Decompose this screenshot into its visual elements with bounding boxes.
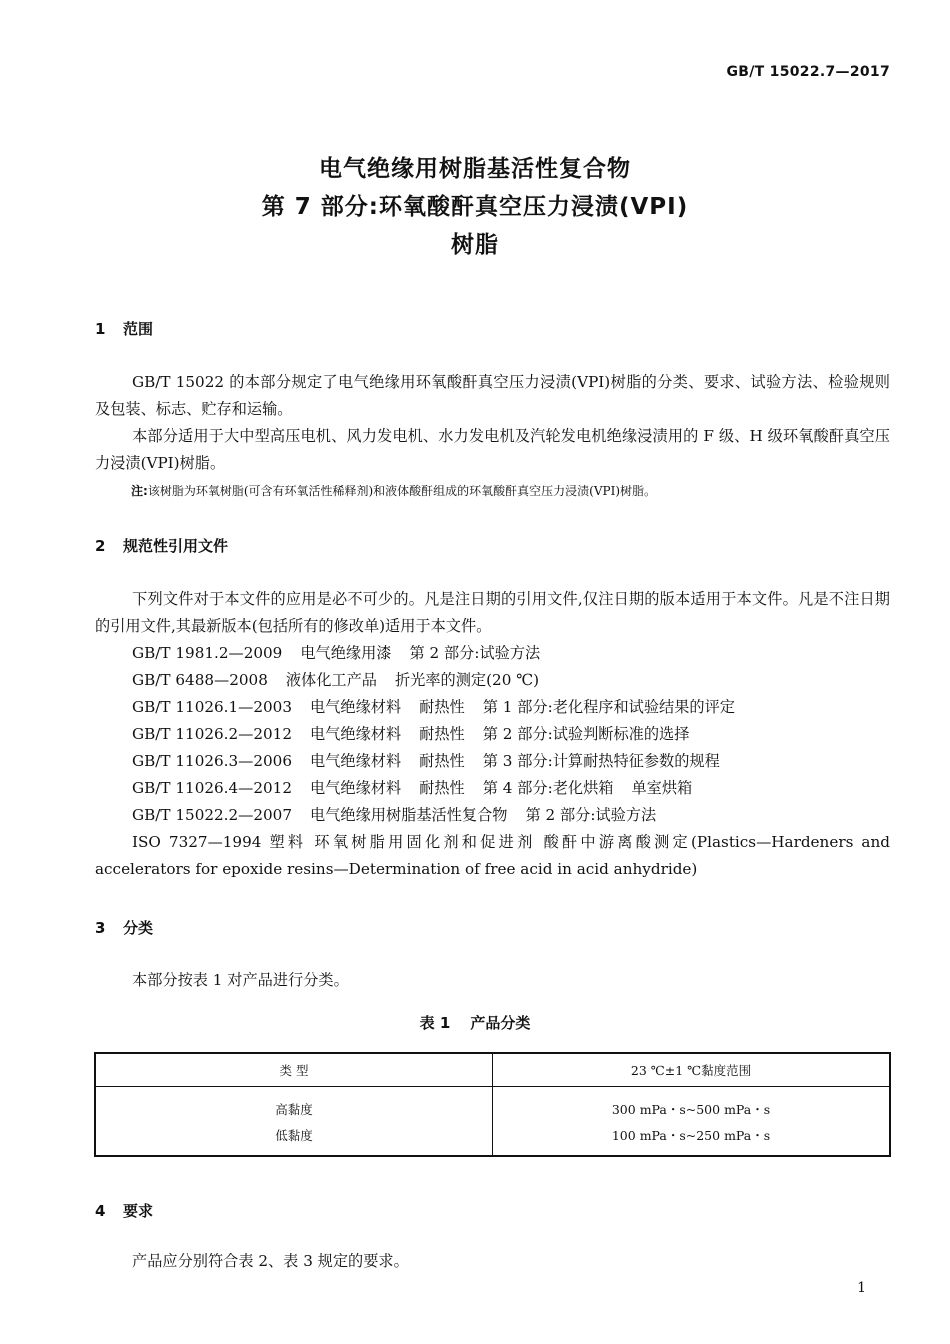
ref-subtitle: 耐热性 <box>419 698 465 716</box>
standard-code: GB/T 15022.7—2017 <box>726 64 890 80</box>
ref-part: 第 2 部分:试验方法 <box>409 644 541 662</box>
ref-part: 第 2 部分:试验判断标准的选择 <box>482 725 690 743</box>
table-caption-title: 产品分类 <box>470 1014 531 1032</box>
table-header-row <box>95 1053 890 1087</box>
ref-code: GB/T 15022.2—2007 <box>132 806 293 824</box>
section-title: 分类 <box>123 919 154 937</box>
table-row <box>95 1122 890 1156</box>
ref-code: GB/T 1981.2—2009 <box>132 644 283 662</box>
ref-part: 折光率的测定(20 ℃) <box>394 671 540 689</box>
ref-code: GB/T 6488—2008 <box>132 671 268 689</box>
paragraph-text: GB/T 15022 的本部分规定了电气绝缘用环氧酸酐真空压力浸渍(VPI)树脂的分类、要求、试验方法、检验规则及包装、标志、贮存和运输。 <box>95 373 890 418</box>
section-number: 2 <box>95 537 106 555</box>
section-3-heading <box>95 917 153 938</box>
section-2-heading <box>95 535 228 556</box>
section-4-heading <box>95 1200 153 1221</box>
reference-item <box>95 775 890 802</box>
paragraph-text: 本部分按表 1 对产品进行分类。 <box>132 971 349 989</box>
paragraph-text: 本部分适用于大中型高压电机、风力发电机、水力发电机及汽轮发电机绝缘浸渍用的 F 级、H 级环氧酸酐真空压力浸渍(VPI)树脂。 <box>95 427 890 472</box>
ref-code: GB/T 11026.1—2003 <box>132 698 293 716</box>
ref-subtitle: 耐热性 <box>419 752 465 770</box>
classification-table <box>94 1052 891 1157</box>
table-cell: 低黏度 <box>95 1122 493 1156</box>
title-line-1: 电气绝缘用树脂基活性复合物 <box>319 156 631 182</box>
ref-part: 第 4 部分:老化烘箱 <box>482 779 614 797</box>
ref-extra: 单室烘箱 <box>631 779 693 797</box>
ref-title: 电气绝缘材料 <box>310 698 402 716</box>
reference-item-iso: ISO 7327—1994 塑料 环氧树脂用固化剂和促进剂 酸酐中游离酸测定(Plastics—Hardeners and accelerators for epoxide resins—Determination of free acid in acid anhydride) <box>95 833 890 878</box>
section-3-paragraph <box>95 967 890 994</box>
note-label: 注: <box>131 484 148 498</box>
table-cell: 高黏度 <box>95 1087 493 1123</box>
section-4-paragraph <box>95 1248 890 1275</box>
ref-subtitle: 耐热性 <box>419 779 465 797</box>
paragraph-text: 产品应分别符合表 2、表 3 规定的要求。 <box>132 1252 409 1270</box>
ref-part: 第 3 部分:计算耐热特征参数的规程 <box>482 752 720 770</box>
note-text: 该树脂为环氧树脂(可含有环氧活性稀释剂)和液体酸酐组成的环氧酸酐真空压力浸渍(VPI)树脂。 <box>147 484 657 498</box>
ref-part: 第 2 部分:试验方法 <box>525 806 657 824</box>
reference-item <box>95 748 890 775</box>
section-number: 3 <box>95 919 106 937</box>
ref-title: 液体化工产品 <box>285 671 377 689</box>
section-2-intro <box>95 586 890 640</box>
ref-title: 电气绝缘材料 <box>310 725 402 743</box>
ref-title: 电气绝缘材料 <box>310 779 402 797</box>
reference-item <box>95 721 890 748</box>
ref-subtitle: 耐热性 <box>419 725 465 743</box>
title-line-3: 树脂 <box>451 232 499 258</box>
table-cell: 300 mPa・s~500 mPa・s <box>493 1087 891 1123</box>
table-row <box>95 1087 890 1123</box>
table-header-cell: 类 型 <box>95 1053 493 1087</box>
reference-list <box>95 640 890 883</box>
page-number: 1 <box>857 1280 866 1296</box>
section-title: 规范性引用文件 <box>123 537 229 555</box>
table-header-cell: 23 ℃±1 ℃黏度范围 <box>493 1053 891 1087</box>
table-caption-number: 表 1 <box>419 1014 451 1032</box>
table-1-caption <box>0 1012 950 1033</box>
paragraph-text: 下列文件对于本文件的应用是必不可少的。凡是注日期的引用文件,仅注日期的版本适用于本文件。凡是不注日期的引用文件,其最新版本(包括所有的修改单)适用于本文件。 <box>95 590 890 635</box>
document-title <box>0 150 950 264</box>
section-number: 4 <box>95 1202 106 1220</box>
table-cell: 100 mPa・s~250 mPa・s <box>493 1122 891 1156</box>
section-number: 1 <box>95 320 106 338</box>
ref-code: GB/T 11026.2—2012 <box>132 725 293 743</box>
ref-code: GB/T 11026.3—2006 <box>132 752 293 770</box>
ref-title: 电气绝缘材料 <box>310 752 402 770</box>
title-line-2: 第 7 部分:环氧酸酐真空压力浸渍(VPI) <box>261 194 689 220</box>
section-title: 范围 <box>123 320 154 338</box>
section-1-paragraph-1 <box>95 369 890 423</box>
section-1-paragraph-2 <box>95 423 890 477</box>
section-title: 要求 <box>123 1202 154 1220</box>
reference-item <box>95 802 890 829</box>
reference-item <box>95 694 890 721</box>
section-1-note <box>131 481 891 501</box>
section-1-heading <box>95 318 153 339</box>
ref-title: 电气绝缘用漆 <box>300 644 392 662</box>
ref-code: GB/T 11026.4—2012 <box>132 779 293 797</box>
reference-item <box>95 640 890 667</box>
ref-part: 第 1 部分:老化程序和试验结果的评定 <box>482 698 735 716</box>
ref-title: 电气绝缘用树脂基活性复合物 <box>310 806 508 824</box>
reference-item <box>95 667 890 694</box>
